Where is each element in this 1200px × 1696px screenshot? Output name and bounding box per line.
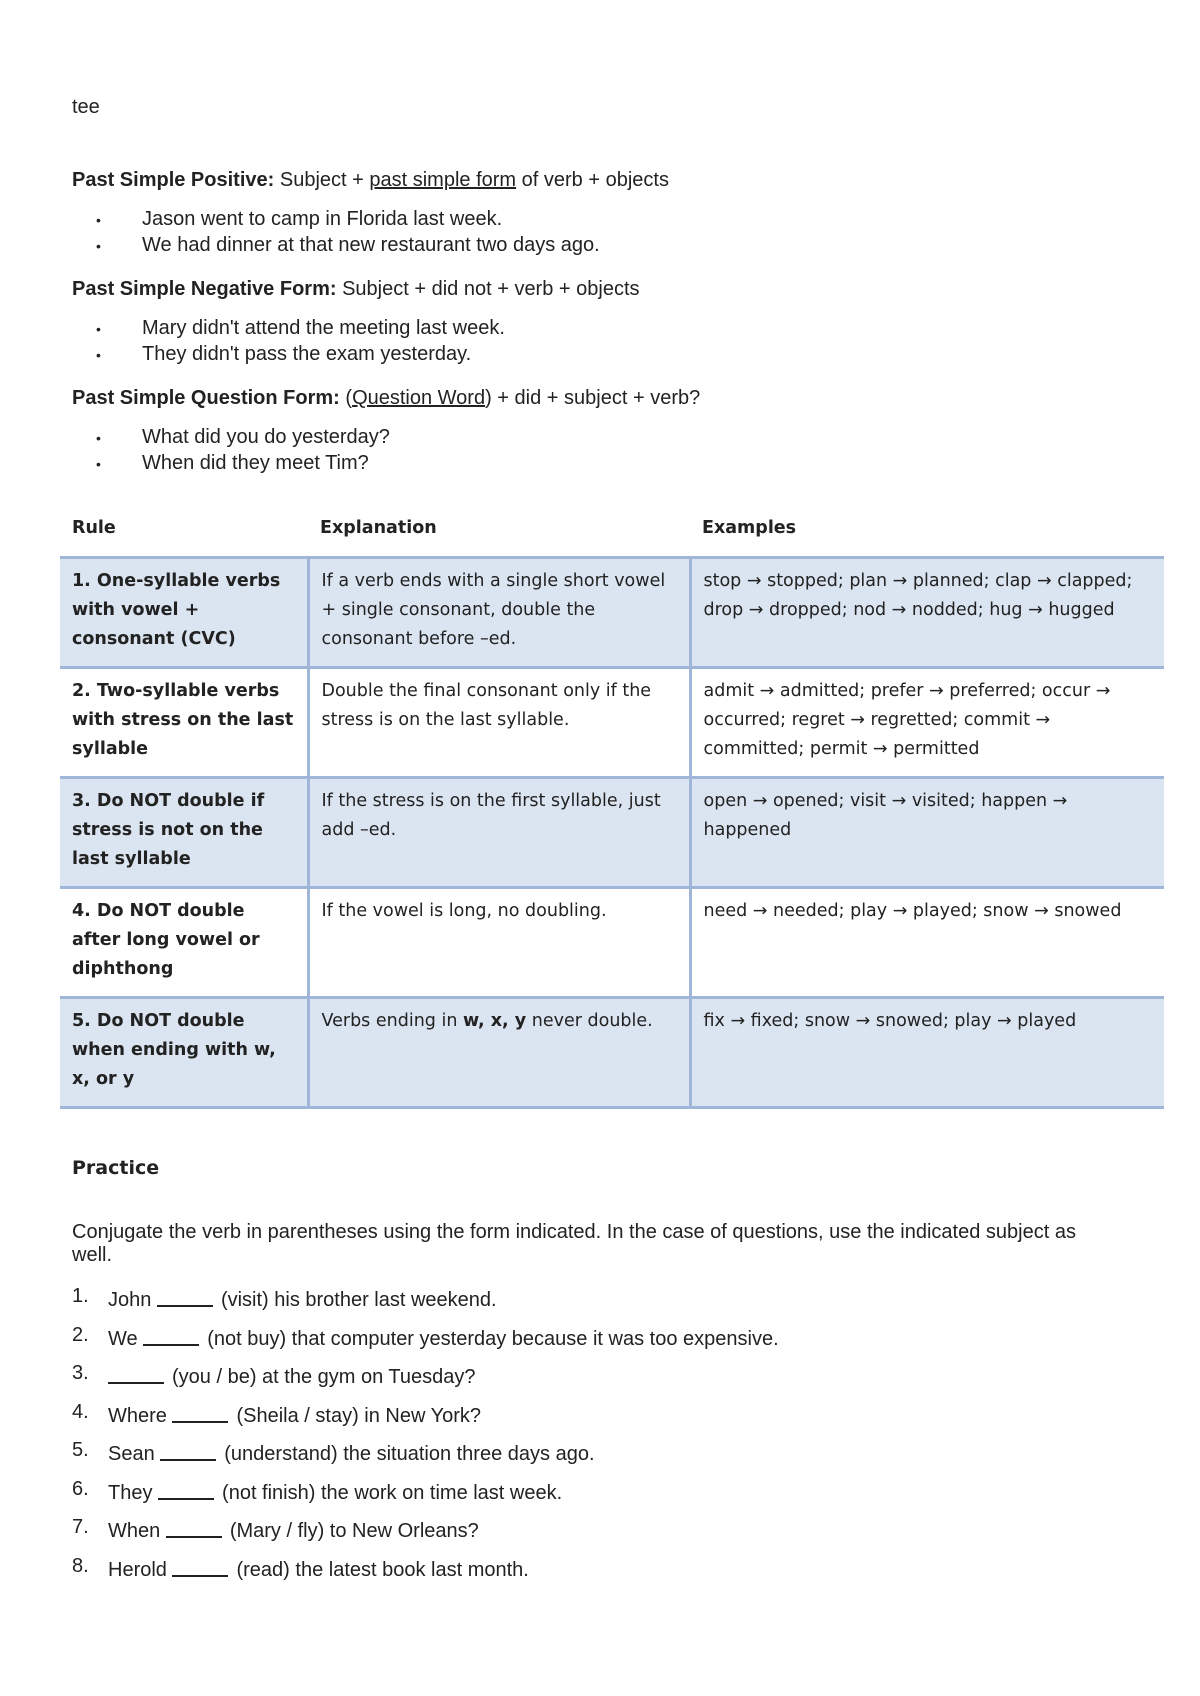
answer-blank[interactable] (158, 1478, 214, 1500)
practice-instructions: Conjugate the verb in parentheses using the form indicated. In the case of questions, use the indicated subject as well. (72, 1221, 1076, 1266)
example-item: • Jason went to camp in Florida last week. (142, 206, 1162, 232)
example-item: • What did you do yesterday? (142, 424, 1162, 450)
explanation-bold: w, x, y (462, 1011, 527, 1031)
practice-title: Practice (72, 1157, 160, 1179)
formula-positive (72, 169, 1162, 192)
item-number: 7. (72, 1516, 89, 1538)
formula-question (72, 387, 1162, 410)
rule-cell: 5. Do NOT double when ending with w, x, or y (60, 998, 308, 1108)
formula-text: of verb + objects (516, 169, 669, 191)
item-text: John (108, 1289, 157, 1311)
explanation-cell (308, 998, 690, 1108)
practice-item (72, 1285, 1162, 1324)
example-item: • They didn't pass the exam yesterday. (142, 341, 1162, 367)
example-item: • Mary didn't attend the meeting last week. (142, 315, 1162, 341)
item-text: (Sheila / stay) in New York? (236, 1404, 482, 1427)
examples-cell: stop → stopped; plan → planned; clap → clapped; drop → dropped; nod → nodded; hug → hugged (690, 558, 1164, 668)
examples-cell: admit → admitted; prefer → preferred; occur → occurred; regret → regretted; commit → committed; permit → permitted (690, 668, 1164, 778)
examples-cell: fix → fixed; snow → snowed; play → played (690, 998, 1164, 1108)
item-text: (not buy) that computer yesterday because it was too expensive. (207, 1327, 779, 1350)
item-text: We (108, 1327, 144, 1350)
example-list (72, 315, 1162, 367)
item-number: 2. (72, 1323, 89, 1346)
practice-item (72, 1516, 1162, 1555)
item-text: (Mary / fly) to New Orleans? (229, 1520, 479, 1542)
header-examples: Examples (702, 518, 797, 538)
table-row (60, 998, 1164, 1108)
explanation-cell: If a verb ends with a single short vowel + single consonant, double the consonant before –ed. (308, 558, 690, 668)
rules-table (60, 518, 1164, 1109)
explanation-text: never double. (526, 1011, 653, 1031)
top-word: tee (72, 96, 100, 118)
item-text: (read) the latest book last month. (236, 1558, 529, 1581)
rule-cell: 1. One-syllable verbs with vowel + consonant (CVC) (60, 558, 308, 668)
practice-item (72, 1555, 1162, 1594)
item-text: Where (108, 1404, 173, 1427)
table-row (60, 888, 1164, 998)
answer-blank[interactable] (157, 1285, 213, 1307)
practice-item (72, 1324, 1162, 1363)
formula-text: Subject + did not + verb + objects (342, 278, 640, 300)
explanation-text: Verbs ending in (321, 1011, 463, 1031)
formula-underlined: past simple form (369, 169, 517, 191)
example-item: • When did they meet Tim? (142, 450, 1162, 476)
formula-text: ) + did + subject + verb? (485, 387, 701, 409)
table-header-row (60, 518, 1164, 558)
explanation-cell: Double the final consonant only if the stress is on the last syllable. (308, 668, 690, 778)
formula-underlined: Question Word (352, 387, 486, 409)
examples-cell: open → opened; visit → visited; happen → happened (690, 778, 1164, 888)
item-text: (not finish) the work on time last week. (222, 1481, 563, 1504)
item-text: (you / be) at the gym on Tuesday? (172, 1366, 476, 1388)
item-text: (visit) his brother last weekend. (220, 1289, 497, 1311)
practice-item (72, 1478, 1162, 1517)
examples-cell: need → needed; play → played; snow → snowed (690, 888, 1164, 998)
answer-blank[interactable] (108, 1362, 164, 1384)
answer-blank[interactable] (160, 1439, 216, 1461)
explanation-cell: If the vowel is long, no doubling. (308, 888, 690, 998)
item-text: They (108, 1481, 159, 1504)
item-number: 3. (72, 1362, 89, 1384)
example-list (72, 206, 1162, 258)
formula-label: Past Simple Positive: (72, 169, 275, 191)
example-item: • We had dinner at that new restaurant two days ago. (142, 232, 1162, 258)
answer-blank[interactable] (172, 1555, 228, 1577)
table-row (60, 558, 1164, 668)
item-number: 4. (72, 1400, 89, 1423)
formula-text: ( (345, 387, 353, 409)
table-row (60, 668, 1164, 778)
formula-negative (72, 278, 1162, 301)
practice-item (72, 1362, 1162, 1401)
item-text: Herold (108, 1558, 173, 1581)
item-number: 8. (72, 1554, 89, 1577)
rule-cell: 3. Do NOT double if stress is not on the last syllable (60, 778, 308, 888)
explanation-cell: If the stress is on the first syllable, just add –ed. (308, 778, 690, 888)
rule-cell: 2. Two-syllable verbs with stress on the last syllable (60, 668, 308, 778)
formula-label: Past Simple Negative Form: (72, 278, 337, 300)
practice-item (72, 1401, 1162, 1440)
example-list (72, 424, 1162, 476)
item-number: 6. (72, 1477, 89, 1500)
rule-cell: 4. Do NOT double after long vowel or diphthong (60, 888, 308, 998)
item-text: Sean (108, 1443, 161, 1465)
formula-text: Subject + (279, 169, 370, 191)
header-explanation: Explanation (320, 518, 437, 538)
header-rule: Rule (72, 518, 116, 538)
practice-item (72, 1439, 1162, 1478)
item-text: When (108, 1520, 166, 1542)
item-number: 5. (72, 1439, 89, 1461)
item-text: (understand) the situation three days ago. (224, 1443, 595, 1465)
answer-blank[interactable] (172, 1401, 228, 1423)
document-page (72, 96, 1162, 1593)
table-row (60, 778, 1164, 888)
answer-blank[interactable] (143, 1324, 199, 1346)
formula-label: Past Simple Question Form: (72, 387, 340, 409)
practice-list (72, 1285, 1162, 1593)
item-number: 1. (72, 1285, 89, 1307)
answer-blank[interactable] (166, 1516, 222, 1538)
